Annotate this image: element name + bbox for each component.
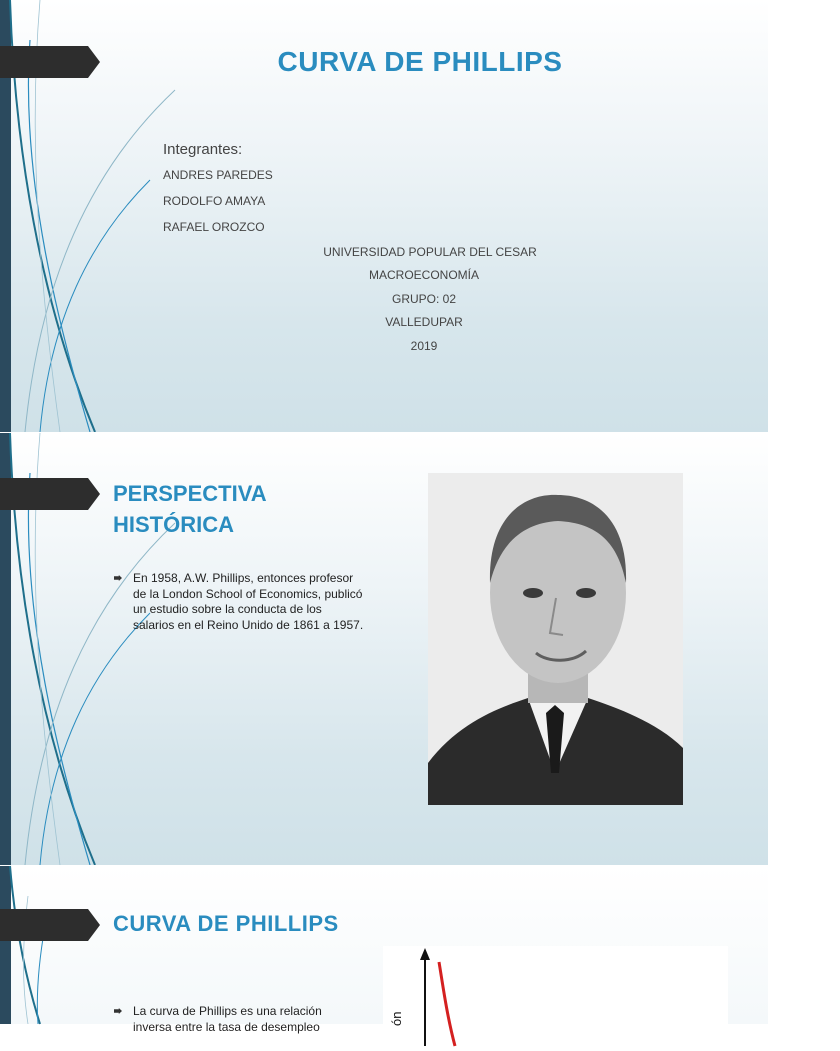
slide-phillips-curve [0, 866, 768, 1034]
group-label: GRUPO: 02 [391, 292, 457, 306]
bullet-text: La curva de Phillips es una relación inversa entre la tasa de desempleo [133, 1004, 322, 1034]
phillips-curve-line [439, 962, 455, 1046]
chart-svg [383, 946, 728, 1046]
slide-title [0, 0, 768, 432]
bullet-text: En 1958, A.W. Phillips, entonces profesor de la London School of Economics, publicó un estudio sobre la conducta de los salarios en el Reino Unido de 1861 a 1957. [133, 571, 364, 632]
title-flag [0, 909, 100, 941]
slide-historical-perspective [0, 433, 768, 865]
title-flag [0, 478, 100, 510]
y-axis-arrow-icon [420, 948, 430, 960]
slide-title-text: CURVA DE PHILLIPS [277, 46, 563, 77]
phillips-curve-chart [383, 946, 728, 1046]
portrait-photo [428, 473, 683, 805]
course-name: MACROECONOMÍA [368, 268, 479, 282]
member-name: RODOLFO AMAYA [163, 194, 266, 208]
member-name: RAFAEL OROZCO [163, 220, 265, 234]
integrantes-label: Integrantes: [163, 141, 243, 158]
year-label: 2019 [410, 339, 438, 353]
slide-heading: CURVA DE PHILLIPS [113, 911, 339, 936]
member-name: ANDRES PAREDES [163, 168, 273, 182]
slide-heading: PERSPECTIVA HISTÓRICA [113, 481, 266, 537]
university-name: UNIVERSIDAD POPULAR DEL CESAR [323, 245, 537, 259]
city-label: VALLEDUPAR [385, 315, 463, 329]
y-axis-label: ón [389, 1011, 404, 1026]
decorative-swoosh [0, 866, 200, 1024]
